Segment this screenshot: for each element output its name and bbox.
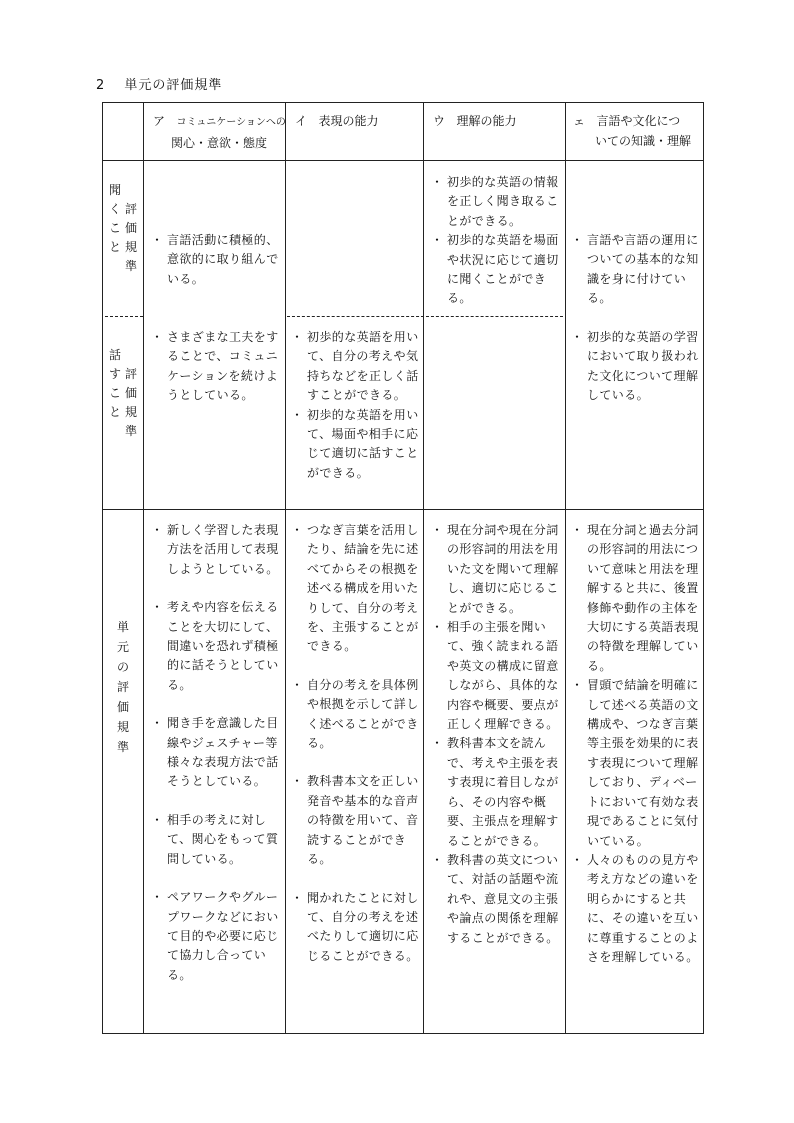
unit-u-cell [433,521,561,948]
speaking-a-cell [153,328,279,406]
row-label-speaking-sub: 評価規準 [124,367,137,438]
list-item: ・ つなぎ言葉を活用したり、結論を先に述べてからその根拠を述べる構成を用いたりして、自分の考えを、主張することができる。 [293,521,419,657]
header-col-a: ア コミュニケーションへの 関心・意欲・態度 [153,114,286,150]
listening-e-cell [573,231,701,309]
speaking-i-cell [293,328,419,483]
column-divider [143,103,144,1033]
list-item: ・ 冒頭で結論を明確にして述べる英語の文構成や、つなぎ言葉等主張を効果的に表す表現について理解しており、ディベートにおいて有効な表現であることに気付いている。 [573,676,701,851]
dashed-divider [287,316,563,317]
evaluation-table [102,102,704,1034]
list-item: ・ 聞き手を意識した目線やジェスチャー等様々な表現方法で話そうとしている。 [153,714,279,792]
row-divider [103,160,703,161]
list-item: ・ 相手の考えに対して、関心をもって質問している。 [153,811,279,869]
list-item: ・ 聞かれたことに対して、自分の考えを述べたりして適切に応じることができる。 [293,889,419,967]
list-item: ・ 現在分詞や現在分詞の形容詞的用法を用いた文を聞いて理解し、適切に応じることができる。 [433,521,561,618]
list-item: ・ 現在分詞と過去分詞の形容詞的用法について意味と用法を理解すると共に、後置修飾や動作の主体を大切にする英語表現の特徴を理解している。 [573,521,701,676]
list-item: ・ 言語活動に積極的、意欲的に取り組んでいる。 [153,231,279,289]
row-label-listening-sub: 評価規準 [124,202,137,273]
list-item: ・ 教科書本文を読んで、考えや主張を表す表現に着目しながら、その内容や概要、主張点を理解することができる。 [433,734,561,850]
list-item: ・ さまざまな工夫をすることで、コミュニケーションを続けようとしている。 [153,328,279,406]
header-col-e: ェ 言語や文化につ いての知識・理解 [573,114,692,148]
list-item: ・ ペアワークやグループワークなどにおいて目的や必要に応じて協力し合っている。 [153,888,279,985]
list-item: ・ 初歩的な英語を用いて、自分の考えや気持ちなどを正しく話すことができる。 [293,328,419,406]
unit-i-cell [293,521,419,966]
header-col-i: イ 表現の能力 [295,114,379,128]
row-label-listening: 聞くこと [108,183,121,254]
list-item: ・ 新しく学習した表現方法を活用して表現しようとしている。 [153,521,279,579]
section-title: 単元の評価規準 [124,78,223,93]
column-divider [565,103,566,1033]
list-item: ・ 人々のものの見方や考え方などの違いを明らかにすると共に、その違いを互いに尊重することのよさを理解している。 [573,851,701,967]
list-item: ・ 相手の主張を聞いて、強く読まれる語や英文の構成に留意しながら、具体的な内容や概要、要点が正しく理解できる。 [433,618,561,734]
unit-a-cell [153,521,279,985]
column-divider [285,103,286,1033]
listening-u-cell [433,173,561,309]
list-item: ・ 言語や言語の運用についての基本的な知識を身に付けている。 [573,231,701,309]
row-label-unit: 単元の評価規準 [116,620,129,754]
row-label-speaking: 話すこと [108,348,121,419]
unit-e-cell [573,521,701,967]
header-col-u: ウ 理解の能力 [433,114,517,128]
list-item: ・ 教科書本文を正しい発音や基本的な音声の特徴を用いて、音読することができる。 [293,772,419,869]
list-item: ・ 考えや内容を伝えることを大切にして、間違いを恐れず積極的に話そうとしている。 [153,598,279,695]
list-item: ・ 初歩的な英語の情報を正しく聞き取ることができる。 [433,173,561,231]
list-item: ・ 初歩的な英語を場面や状況に応じて適切に聞くことができる。 [433,231,561,309]
listening-a-cell [153,231,279,289]
list-item: ・ 初歩的な英語の学習において取り扱われた文化について理解している。 [573,328,701,406]
column-divider [423,103,424,1033]
section-number: 2 [96,78,106,93]
list-item: ・ 自分の考えを具体例や根拠を示して詳しく述べることができる。 [293,676,419,754]
row-divider [103,509,703,510]
dashed-divider [105,316,143,317]
list-item: ・ 教科書の英文について、対話の話題や流れや、意見文の主張や論点の関係を理解することができる。 [433,851,561,948]
section-heading [96,74,222,93]
list-item: ・ 初歩的な英語を用いて、場面や相手に応じて適切に話すことができる。 [293,406,419,484]
speaking-e-cell [573,328,701,406]
